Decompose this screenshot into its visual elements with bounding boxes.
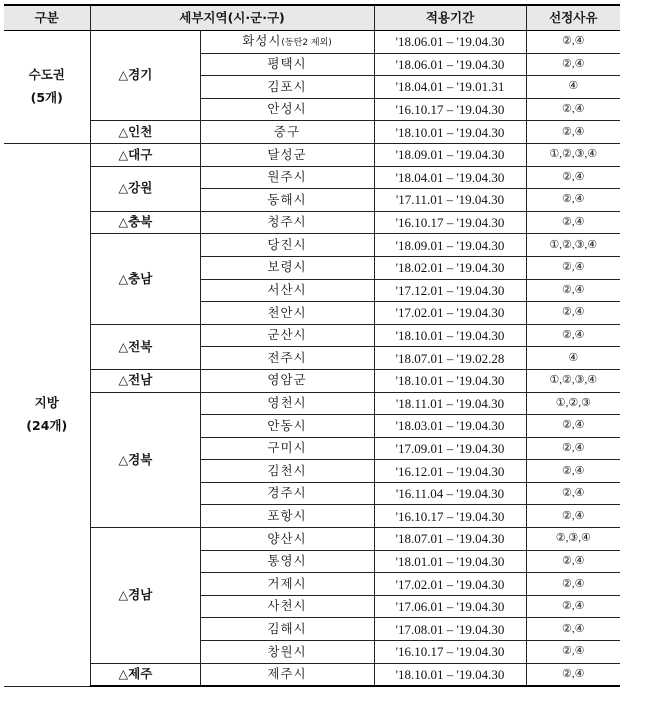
- reason-cell: ②,④: [526, 121, 620, 144]
- city-name: 포항시: [267, 508, 307, 524]
- reason-cell: ④: [526, 76, 620, 99]
- city-name: 천안시: [267, 304, 307, 320]
- city-note: (동탄2 제외): [281, 38, 332, 49]
- city-name: 청주시: [267, 214, 307, 230]
- city-cell: [200, 618, 374, 641]
- region-cell: △대구: [90, 143, 200, 166]
- city-name: 안성시: [267, 101, 307, 117]
- city-cell: [200, 302, 374, 325]
- city-cell: [200, 256, 374, 279]
- city-cell: [200, 505, 374, 528]
- period-cell: '18.03.01 – '19.04.30: [374, 415, 526, 438]
- city-cell: [200, 347, 374, 370]
- group-cell: [4, 31, 90, 144]
- reason-cell: ②,④: [526, 31, 620, 54]
- city-cell: [200, 482, 374, 505]
- reason-cell: ②,④: [526, 415, 620, 438]
- city-cell: [200, 76, 374, 99]
- period-cell: '16.10.17 – '19.04.30: [374, 211, 526, 234]
- reason-cell: ②,④: [526, 324, 620, 347]
- region-cell: △충북: [90, 211, 200, 234]
- city-cell: [200, 392, 374, 415]
- city-cell: [200, 369, 374, 392]
- reason-cell: ②,④: [526, 98, 620, 121]
- period-cell: '17.02.01 – '19.04.30: [374, 302, 526, 325]
- city-name: 구미시: [267, 440, 307, 456]
- reason-cell: ②,④: [526, 211, 620, 234]
- city-name: 제주시: [267, 666, 307, 682]
- region-cell: △경북: [90, 392, 200, 528]
- city-name: 안동시: [267, 417, 307, 433]
- period-cell: '18.06.01 – '19.04.30: [374, 31, 526, 54]
- reason-cell: ②,④: [526, 550, 620, 573]
- reason-cell: ②,④: [526, 618, 620, 641]
- region-cell: △경기: [90, 31, 200, 121]
- table-row: [4, 324, 620, 347]
- period-cell: '16.11.04 – '19.04.30: [374, 482, 526, 505]
- reason-cell: ①,②,③,④: [526, 234, 620, 257]
- city-cell: [200, 528, 374, 551]
- period-cell: '18.07.01 – '19.02.28: [374, 347, 526, 370]
- city-name: 거제시: [267, 575, 307, 591]
- reason-cell: ④: [526, 347, 620, 370]
- reason-cell: ②,④: [526, 595, 620, 618]
- group-cell: [4, 143, 90, 686]
- city-cell: [200, 415, 374, 438]
- period-cell: '18.10.01 – '19.04.30: [374, 121, 526, 144]
- header-row: [4, 5, 620, 31]
- table-row: [4, 369, 620, 392]
- reason-cell: ②,④: [526, 663, 620, 686]
- period-cell: '17.11.01 – '19.04.30: [374, 189, 526, 212]
- period-cell: '16.10.17 – '19.04.30: [374, 641, 526, 664]
- city-name: 동해시: [267, 191, 307, 207]
- region-cell: △인천: [90, 121, 200, 144]
- reason-cell: ①,②,③: [526, 392, 620, 415]
- header-reason: 선정사유: [526, 5, 620, 31]
- city-name: 김천시: [267, 462, 307, 478]
- period-cell: '17.09.01 – '19.04.30: [374, 437, 526, 460]
- city-cell: [200, 437, 374, 460]
- reason-cell: ②,④: [526, 505, 620, 528]
- city-name: 김포시: [267, 78, 307, 94]
- city-cell: [200, 121, 374, 144]
- city-name: 사천시: [267, 598, 307, 614]
- city-cell: [200, 550, 374, 573]
- reason-cell: ①,②,③,④: [526, 369, 620, 392]
- city-cell: [200, 234, 374, 257]
- group-count: (24개): [26, 417, 68, 433]
- region-cell: △강원: [90, 166, 200, 211]
- city-name: 중구: [273, 123, 301, 139]
- reason-cell: ②,④: [526, 573, 620, 596]
- city-name: 김해시: [267, 620, 307, 636]
- period-cell: '18.04.01 – '19.01.31: [374, 76, 526, 99]
- reason-cell: ②,④: [526, 189, 620, 212]
- city-name: 보령시: [267, 259, 307, 275]
- table-body: [4, 31, 620, 687]
- city-name: 화성시: [242, 33, 282, 49]
- period-cell: '18.04.01 – '19.04.30: [374, 166, 526, 189]
- period-cell: '18.10.01 – '19.04.30: [374, 324, 526, 347]
- period-cell: '18.09.01 – '19.04.30: [374, 234, 526, 257]
- reason-cell: ①,②,③,④: [526, 143, 620, 166]
- region-cell: △충남: [90, 234, 200, 324]
- city-cell: [200, 595, 374, 618]
- period-cell: '16.10.17 – '19.04.30: [374, 505, 526, 528]
- period-cell: '18.01.01 – '19.04.30: [374, 550, 526, 573]
- city-name: 영암군: [267, 372, 307, 388]
- table-row: [4, 528, 620, 551]
- city-cell: [200, 641, 374, 664]
- city-cell: [200, 143, 374, 166]
- reason-cell: ②,④: [526, 641, 620, 664]
- table-row: [4, 143, 620, 166]
- city-cell: [200, 460, 374, 483]
- city-name: 영천시: [267, 395, 307, 411]
- period-cell: '16.12.01 – '19.04.30: [374, 460, 526, 483]
- period-cell: '18.09.01 – '19.04.30: [374, 143, 526, 166]
- table-row: [4, 234, 620, 257]
- period-cell: '18.07.01 – '19.04.30: [374, 528, 526, 551]
- region-cell: △경남: [90, 528, 200, 664]
- header-period: 적용기간: [374, 5, 526, 31]
- period-cell: '17.06.01 – '19.04.30: [374, 595, 526, 618]
- period-cell: '18.02.01 – '19.04.30: [374, 256, 526, 279]
- table-row: [4, 121, 620, 144]
- reason-cell: ②,④: [526, 166, 620, 189]
- period-cell: '18.10.01 – '19.04.30: [374, 663, 526, 686]
- city-name: 양산시: [267, 530, 307, 546]
- group-count: (5개): [30, 89, 63, 105]
- city-cell: [200, 31, 374, 54]
- city-name: 평택시: [267, 56, 307, 72]
- city-cell: [200, 166, 374, 189]
- city-name: 창원시: [267, 643, 307, 659]
- period-cell: '18.10.01 – '19.04.30: [374, 369, 526, 392]
- reason-cell: ②,④: [526, 482, 620, 505]
- region-table: [4, 4, 620, 687]
- reason-cell: ②,④: [526, 460, 620, 483]
- city-cell: [200, 573, 374, 596]
- city-cell: [200, 189, 374, 212]
- period-cell: '18.06.01 – '19.04.30: [374, 53, 526, 76]
- reason-cell: ②,④: [526, 302, 620, 325]
- table-row: [4, 31, 620, 54]
- city-cell: [200, 663, 374, 686]
- region-cell: △전북: [90, 324, 200, 369]
- region-cell: △제주: [90, 663, 200, 686]
- period-cell: '17.12.01 – '19.04.30: [374, 279, 526, 302]
- reason-cell: ②,④: [526, 53, 620, 76]
- city-name: 서산시: [267, 282, 307, 298]
- city-name: 당진시: [267, 236, 307, 252]
- city-name: 경주시: [267, 485, 307, 501]
- table-row: [4, 392, 620, 415]
- header-area: 세부지역(시·군·구): [90, 5, 374, 31]
- period-cell: '16.10.17 – '19.04.30: [374, 98, 526, 121]
- city-cell: [200, 53, 374, 76]
- table-row: [4, 166, 620, 189]
- city-name: 달성군: [267, 146, 307, 162]
- reason-cell: ②,③,④: [526, 528, 620, 551]
- header-group: 구분: [4, 5, 90, 31]
- region-cell: △전남: [90, 369, 200, 392]
- table-row: [4, 211, 620, 234]
- reason-cell: ②,④: [526, 256, 620, 279]
- city-name: 전주시: [267, 349, 307, 365]
- period-cell: '17.02.01 – '19.04.30: [374, 573, 526, 596]
- period-cell: '18.11.01 – '19.04.30: [374, 392, 526, 415]
- city-cell: [200, 98, 374, 121]
- city-name: 통영시: [267, 553, 307, 569]
- city-cell: [200, 324, 374, 347]
- group-name: 지방: [34, 395, 59, 411]
- reason-cell: ②,④: [526, 279, 620, 302]
- period-cell: '17.08.01 – '19.04.30: [374, 618, 526, 641]
- city-name: 군산시: [267, 327, 307, 343]
- city-name: 원주시: [267, 169, 307, 185]
- group-name: 수도권: [28, 67, 65, 83]
- table-row: [4, 663, 620, 686]
- reason-cell: ②,④: [526, 437, 620, 460]
- city-cell: [200, 279, 374, 302]
- city-cell: [200, 211, 374, 234]
